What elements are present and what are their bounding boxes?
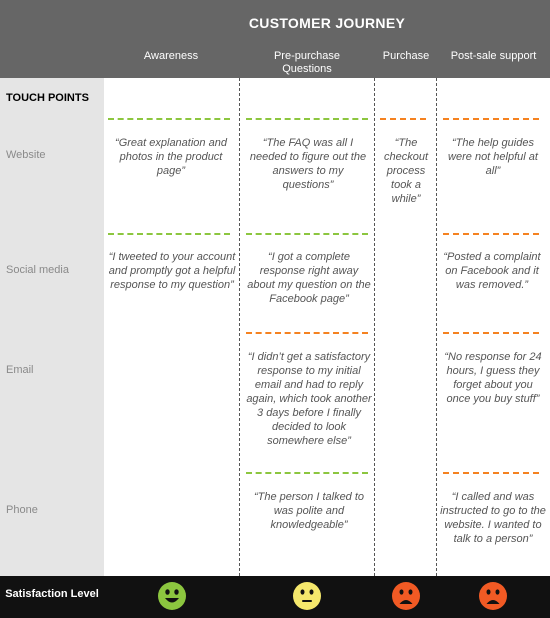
row-label-website: Website <box>6 149 46 161</box>
stage-purchase: Purchase <box>382 50 430 62</box>
quote-phone-prepurchase: “The person I talked to was polite and knowledgeable” <box>253 491 365 531</box>
negative-divider <box>380 118 426 120</box>
quote-social-awareness: “I tweeted to your account and promptly got a helpful response to my question” <box>108 251 236 291</box>
stage-awareness: Awareness <box>143 50 199 62</box>
column-divider <box>436 78 437 576</box>
quote-phone-postsale: “I called and was instructed to go to the website. I wanted to talk to a person” <box>440 491 546 545</box>
negative-divider <box>443 472 539 474</box>
happy-face-icon <box>157 581 187 611</box>
row-label-phone: Phone <box>6 504 38 516</box>
sad-face-icon <box>478 581 508 611</box>
positive-divider <box>246 472 368 474</box>
quote-website-postsale: “The help guides were not helpful at all” <box>448 137 538 177</box>
quote-website-prepurchase: “The FAQ was all I needed to figure out the answers to my questions” <box>249 137 367 191</box>
row-label-email: Email <box>6 364 34 376</box>
column-divider <box>239 78 240 576</box>
negative-divider <box>443 233 539 235</box>
quote-email-prepurchase: “I didn’t get a satisfactory response to my initial email and had to reply again, which took another 3 days before I finally decided to look somewhere else” <box>246 351 372 447</box>
negative-divider <box>443 118 539 120</box>
neutral-face-icon <box>292 581 322 611</box>
positive-divider <box>108 118 230 120</box>
touchpoints-title: TOUCH POINTS <box>6 92 89 104</box>
positive-divider <box>246 233 368 235</box>
satisfaction-label: Satisfaction Level <box>5 588 99 600</box>
negative-divider <box>246 332 368 334</box>
quote-social-postsale: “Posted a complaint on Facebook and it was removed.” <box>443 251 541 291</box>
stage-post-sale: Post-sale support <box>450 50 537 62</box>
positive-divider <box>246 118 368 120</box>
row-label-social-media: Social media <box>6 264 69 276</box>
quote-social-prepurchase: “I got a complete response right away about my question on the Facebook page” <box>247 251 371 305</box>
stage-pre-purchase: Pre-purchase Questions <box>273 50 341 75</box>
quote-email-postsale: “No response for 24 hours, I guess they forget about you once you buy stuff” <box>444 351 542 405</box>
positive-divider <box>108 233 230 235</box>
quote-website-purchase: “The checkout process took a while” <box>383 137 429 205</box>
quote-website-awareness: “Great explanation and photos in the product page” <box>115 137 227 177</box>
column-divider <box>374 78 375 576</box>
sad-face-icon <box>391 581 421 611</box>
journey-title: CUSTOMER JOURNEY <box>248 15 406 31</box>
negative-divider <box>443 332 539 334</box>
